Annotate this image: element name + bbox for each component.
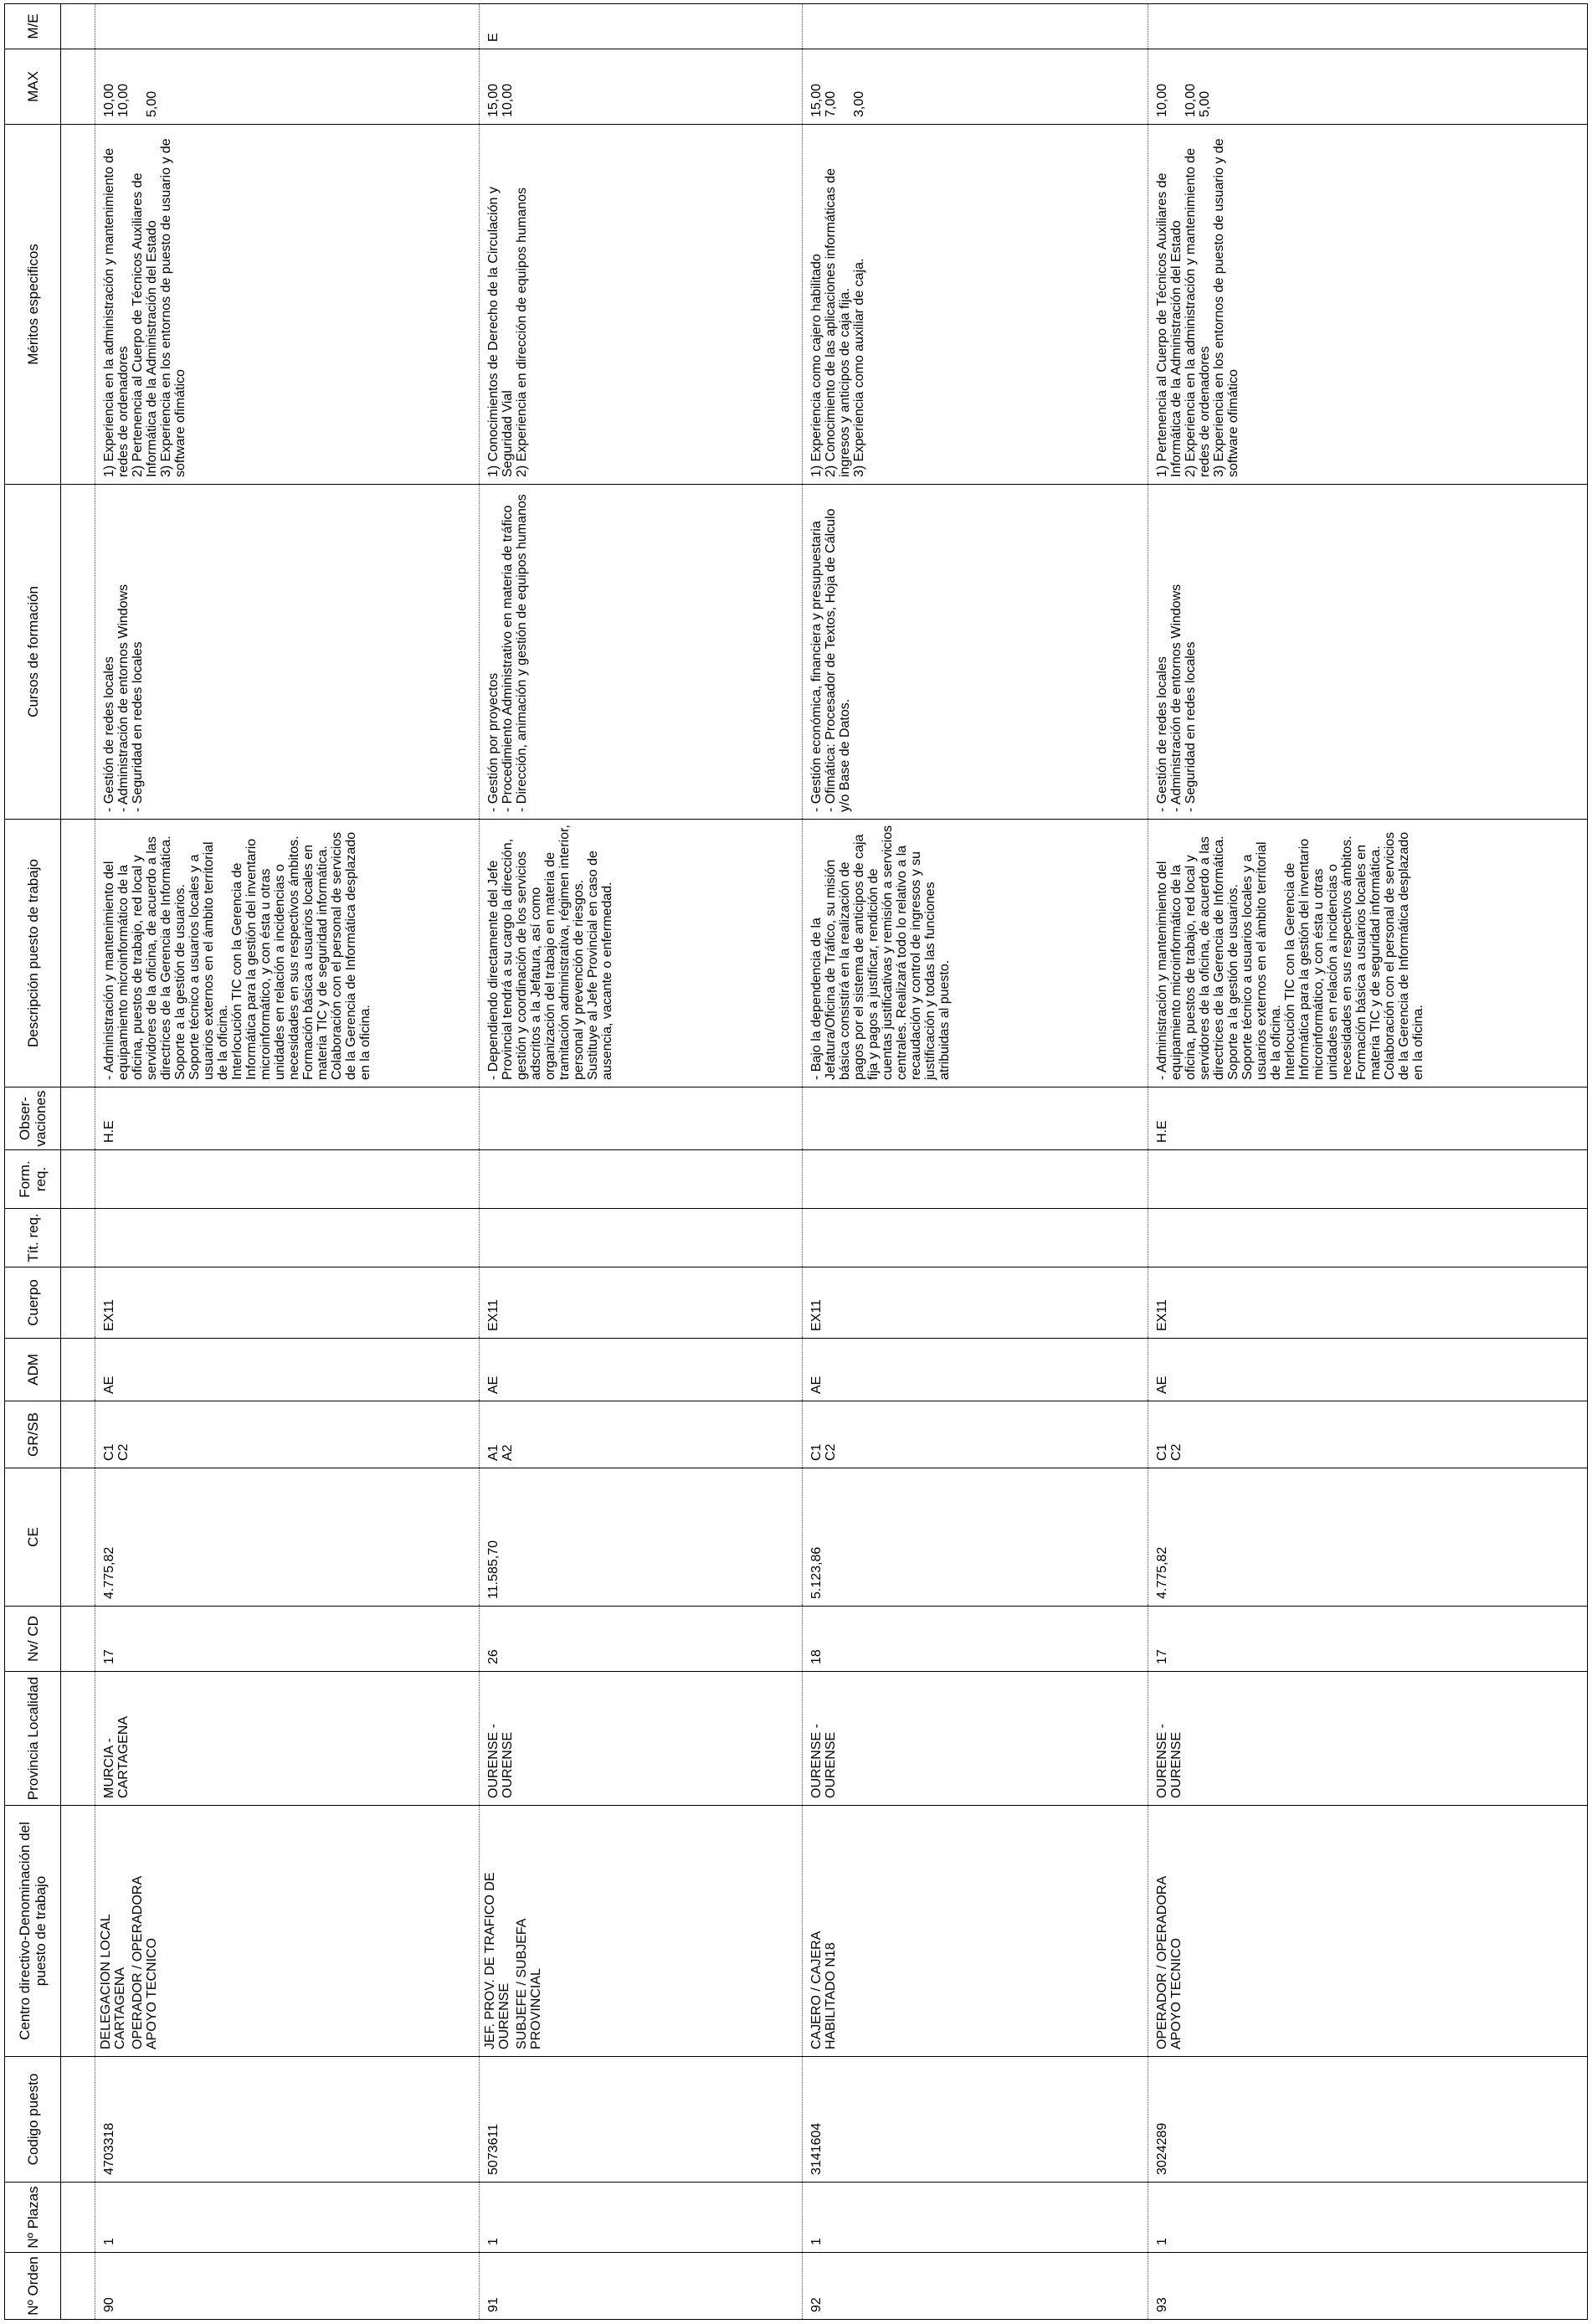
table-row [479, 4, 802, 2320]
cell-codigo: 3024289 [1148, 2057, 1588, 2183]
header-codigo: Codigo puesto [5, 2057, 61, 2183]
cell-centro [479, 1806, 802, 2057]
cell-titulacion [803, 1209, 1148, 1267]
table-row [1148, 4, 1588, 2320]
cell-formacion [803, 1150, 1148, 1209]
cell-nivel: 26 [479, 1607, 802, 1672]
cell-nivel: 18 [803, 1607, 1148, 1672]
cell-centro [95, 1806, 479, 2057]
cell-plazas: 1 [1148, 2183, 1588, 2253]
cell-observaciones: H.E [1148, 1087, 1588, 1150]
cell-meritos: 1) Pertenencia al Cuerpo de Técnicos Auxiliares de Informática de la Administración del Estado 2) Experiencia en la administración y mantenimiento de redes de ordenadores 3) Experiencia en los entornos de puesto de usuario y de software ofimático [1148, 125, 1588, 485]
cell-descripcion: - Dependiendo directamente del Jefe Provincial tendrá a su cargo la dirección, gestión y coordinación de los servicios adscritos a la Jefatura, así como organización del trabajo en materia de tramitación administrativa, régimen interior, personal y prevención de riesgos. Sustituye al Jefe Provincial en caso de ausencia, vacante o enfermedad. [479, 820, 802, 1087]
header-meritos: Méritos especificos [5, 125, 61, 485]
cell-max [1148, 49, 1588, 125]
cell-ce: 5.123,86 [803, 1468, 1148, 1607]
max-value: 7,00 [824, 90, 838, 117]
cell-formacion [479, 1150, 802, 1209]
cell-formacion [95, 1150, 479, 1209]
cell-max [95, 49, 479, 125]
cell-adm: AE [1148, 1339, 1588, 1401]
cell-cuerpo: EX11 [479, 1267, 802, 1339]
cell-observaciones [479, 1087, 802, 1150]
cell-codigo: 4703318 [95, 2057, 479, 2183]
header-formacion: Form. req. [5, 1150, 61, 1209]
cell-cuerpo: EX11 [803, 1267, 1148, 1339]
cell-plazas: 1 [803, 2183, 1148, 2253]
cell-ce: 11.585,70 [479, 1468, 802, 1607]
cell-orden: 91 [479, 2253, 802, 2320]
positions-table [4, 3, 1588, 2320]
cell-meritos: 1) Conocimientos de Derecho de la Circulación y Seguridad Vial 2) Experiencia en dirección de equipos humanos [479, 125, 802, 485]
table-row [95, 4, 479, 2320]
header-cuerpo: Cuerpo [5, 1267, 61, 1339]
header-observaciones: Obser-vaciones [5, 1087, 61, 1150]
cell-provincia: OURENSE - OURENSE [479, 1672, 802, 1806]
max-value: 10,00 [1155, 83, 1170, 117]
cell-titulacion [95, 1209, 479, 1267]
cell-codigo: 3141604 [803, 2057, 1148, 2183]
cell-ce: 4.775,82 [95, 1468, 479, 1607]
cell-meritos: 1) Experiencia como cajero habilitado 2) Conocimiento de las aplicaciones informáticas de ingresos y anticipos de caja fija. 3) Experiencia como auxiliar de caja. [803, 125, 1148, 485]
cell-me: E [479, 4, 802, 49]
max-value: 10,00 [101, 83, 116, 117]
max-value: 15,00 [485, 83, 501, 117]
max-value: 5,00 [144, 90, 159, 117]
header-me: M/E [5, 4, 61, 49]
cell-titulacion [479, 1209, 802, 1267]
max-value: 5,00 [1198, 90, 1213, 117]
cell-orden: 92 [803, 2253, 1148, 2320]
cell-me [95, 4, 479, 49]
rotated-page [4, 4, 1588, 2320]
cell-centro [803, 1806, 1148, 2057]
cell-plazas: 1 [95, 2183, 479, 2253]
table-body [61, 4, 1588, 2320]
cell-me [1148, 4, 1588, 49]
cell-titulacion [1148, 1209, 1588, 1267]
cell-adm: AE [95, 1339, 479, 1401]
header-cursos: Cursos de formación [5, 485, 61, 820]
cell-grupo: C1 C2 [803, 1401, 1148, 1468]
cell-adm: AE [479, 1339, 802, 1401]
cell-max [479, 49, 802, 125]
cell-cursos: - Gestión de redes locales - Administración de entornos Windows - Seguridad en redes locales [1148, 485, 1588, 820]
header-centro: Centro directivo-Denominación del puesto de trabajo [5, 1806, 61, 2057]
cell-nivel: 17 [1148, 1607, 1588, 1672]
max-value [131, 54, 145, 117]
table-row [803, 4, 1148, 2320]
header-max: MAX [5, 49, 61, 125]
cell-descripcion: - Bajo la dependencia de la Jefatura/Oficina de Tráfico, su misión básica consistirá en la realización de pagos por el sistema de anticipos de caja fija y pagos a justificar, rendición de cuentas justificativas y remisión a servicios centrales. Realizará todo lo relativo a la recaudación y control de ingresos y su justificación y todas las funciones atribuidas al puesto. [803, 820, 1148, 1087]
table-header-row [5, 4, 61, 2320]
cell-meritos: 1) Experiencia en la administración y mantenimiento de redes de ordenadores 2) Pertenencia al Cuerpo de Técnicos Auxiliares de Informática de la Administración del Estado 3) Experiencia en los entornos de puesto de usuario y de software ofimático [95, 125, 479, 485]
puesto-denominacion-text: CAJERO / CAJERA HABILITADO N18 [809, 1931, 838, 2049]
cell-descripcion: - Administración y mantenimiento del equipamiento microinformático de la oficina, puestos de trabajo, red local y servidores de la oficina, de acuerdo a las directrices de la Gerencia de Informática. Soporte a la gestión de usuarios. Soporte técnico a usuarios locales y a usuarios externos en el ámbito territorial de la oficina. Interlocución TIC con la Gerencia de Informática para la gestión del inventario microinformático, y con ésta u otras unidades en relación a incidencias o necesidades en sus respectivos ámbitos. Formación básica a usuarios locales en materia TIC y de seguridad informática. Colaboración con el personal de servicios de la Gerencia de Informática desplazado en la oficina. [95, 820, 479, 1087]
header-provincia: Provincia Localidad [5, 1672, 61, 1806]
max-value: 3,00 [852, 90, 866, 117]
cell-me [803, 4, 1148, 49]
cell-descripcion: - Administración y mantenimiento del equipamiento microinformático de la oficina, puestos de trabajo, red local y servidores de la oficina, de acuerdo a las directrices de la Gerencia de Informática. Soporte a la gestión de usuarios. Soporte técnico a usuarios locales y a usuarios externos en el ámbito territorial de la oficina. Interlocución TIC con la Gerencia de Informática para la gestión del inventario microinformático, y con ésta u otras unidades en relación a incidencias o necesidades en sus respectivos ámbitos. Formación básica a usuarios locales en materia TIC y de seguridad informática. Colaboración con el personal de servicios de la Gerencia de Informática desplazado en la oficina. [1148, 820, 1588, 1087]
cell-centro [1148, 1806, 1588, 2057]
cell-cursos: - Gestión económica, financiera y presupuestaria - Ofimática: Procesador de Textos, Hoja de Cálculo y/o Base de Datos. [803, 485, 1148, 820]
cell-cursos: - Gestión de redes locales - Administración de entornos Windows - Seguridad en redes locales [95, 485, 479, 820]
puesto-denominacion-text: OPERADOR / OPERADORA APOYO TECNICO [130, 1875, 159, 2049]
max-value [1169, 54, 1184, 117]
cell-formacion [1148, 1150, 1588, 1209]
max-value: 10,00 [1184, 83, 1199, 117]
cell-orden: 90 [95, 2253, 479, 2320]
puesto-denominacion-text: SUBJEFE / SUBJEFA PROVINCIAL [514, 1918, 543, 2049]
puesto-denominacion-text: OPERADOR / OPERADORA APOYO TECNICO [1155, 1875, 1184, 2049]
max-value: 10,00 [116, 83, 131, 117]
centro-directivo-text: DELEGACION LOCAL CARTAGENA [98, 1914, 127, 2049]
header-adm: ADM [5, 1339, 61, 1401]
cell-adm: AE [803, 1339, 1148, 1401]
header-descripcion: Descripción puesto de trabajo [5, 820, 61, 1087]
cell-codigo: 5073611 [479, 2057, 802, 2183]
max-value [838, 54, 852, 117]
header-orden: Nº Orden [5, 2253, 61, 2320]
cell-cuerpo: EX11 [1148, 1267, 1588, 1339]
cell-observaciones [803, 1087, 1148, 1150]
cell-grupo: C1 C2 [1148, 1401, 1588, 1468]
cell-provincia: OURENSE - OURENSE [803, 1672, 1148, 1806]
max-value: 15,00 [809, 83, 824, 117]
cell-grupo: C1 C2 [95, 1401, 479, 1468]
cell-cuerpo: EX11 [95, 1267, 479, 1339]
cell-grupo: A1 A2 [479, 1401, 802, 1468]
cell-plazas: 1 [479, 2183, 802, 2253]
cell-nivel: 17 [95, 1607, 479, 1672]
cell-provincia: OURENSE - OURENSE [1148, 1672, 1588, 1806]
cell-ce: 4.775,82 [1148, 1468, 1588, 1607]
header-ce: CE [5, 1468, 61, 1607]
cell-provincia: MURCIA - CARTAGENA [95, 1672, 479, 1806]
header-titulacion: Tít. req. [5, 1209, 61, 1267]
cell-orden: 93 [1148, 2253, 1588, 2320]
centro-directivo-text: JEF. PROV. DE TRAFICO DE OURENSE [482, 1872, 511, 2049]
header-nivel: Nv/ CD [5, 1607, 61, 1672]
header-plazas: Nº Plazas [5, 2183, 61, 2253]
table-spacer-row [61, 4, 95, 2320]
cell-cursos: - Gestión por proyectos - Procedimiento Administrativo en materia de tráfico - Dirección, animación y gestión de equipos humanos [479, 485, 802, 820]
cell-max [803, 49, 1148, 125]
max-value: 10,00 [500, 83, 515, 117]
header-grupo: GR/SB [5, 1401, 61, 1468]
cell-observaciones: H.E [95, 1087, 479, 1150]
